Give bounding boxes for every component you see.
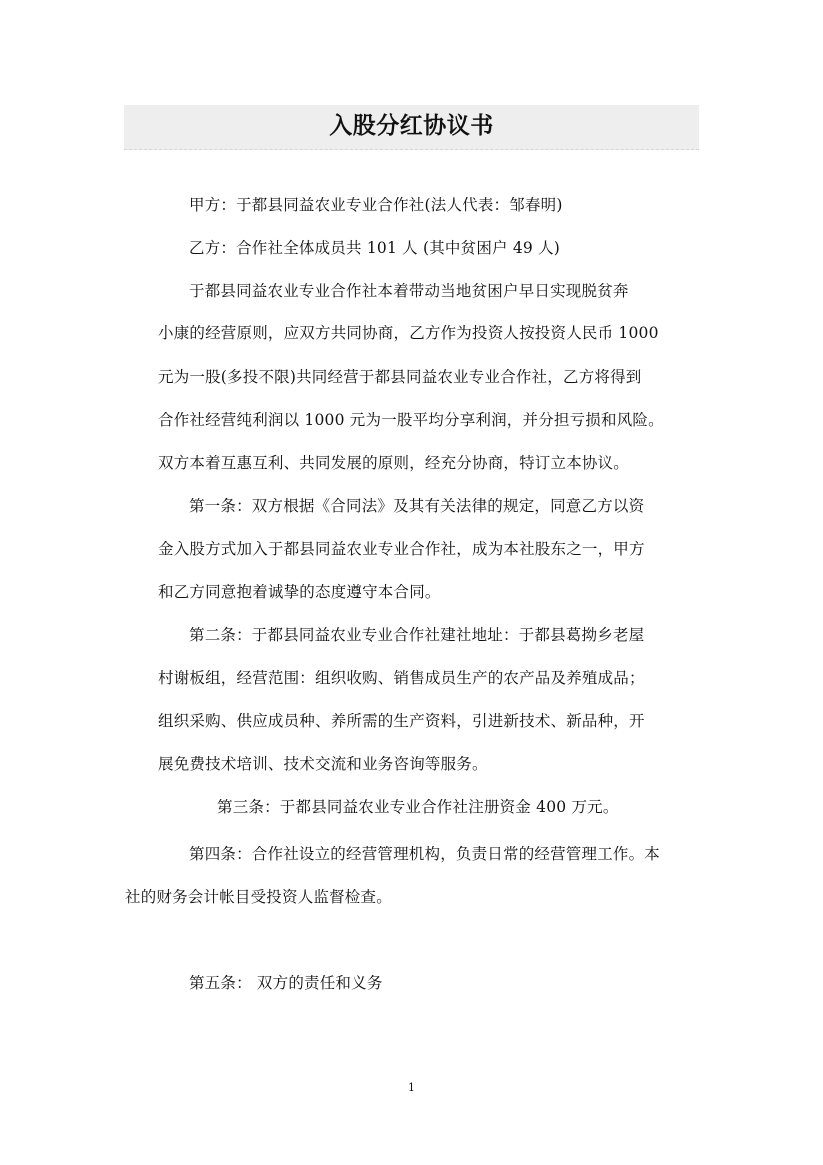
article-1-line: 和乙方同意抱着诚挚的态度遵守本合同。 bbox=[158, 583, 441, 601]
page-number: 1 bbox=[408, 1081, 415, 1094]
preamble-line: 于都县同益农业专业合作社本着带动当地贫困户早日实现脱贫奔 bbox=[189, 282, 629, 300]
article-2-line: 展免费技术培训、技术交流和业务咨询等服务。 bbox=[158, 755, 488, 773]
article-4-line: 社的财务会计帐目受投资人监督检查。 bbox=[125, 888, 392, 906]
party-b-line: 乙方：合作社全体成员共 101 人 (其中贫困户 49 人) bbox=[189, 239, 561, 257]
party-a-line: 甲方：于都县同益农业专业合作社(法人代表：邹春明) bbox=[189, 196, 563, 214]
preamble-line: 合作社经营纯利润以 1000 元为一股平均分享利润，并分担亏损和风险。 bbox=[158, 411, 664, 429]
article-5-heading: 第五条： 双方的责任和义务 bbox=[189, 974, 383, 992]
article-1-line: 金入股方式加入于都县同益农业专业合作社，成为本社股东之一，甲方 bbox=[158, 540, 645, 558]
article-4-line: 第四条：合作社设立的经营管理机构，负责日常的经营管理工作。本 bbox=[189, 845, 661, 863]
article-1-line: 第一条：双方根据《合同法》及其有关法律的规定，同意乙方以资 bbox=[189, 497, 645, 515]
document-title: 入股分红协议书 bbox=[329, 113, 494, 139]
article-2-line: 第二条：于都县同益农业专业合作社建社地址：于都县葛拗乡老屋 bbox=[189, 626, 645, 644]
preamble-line: 小康的经营原则，应双方共同协商，乙方作为投资人按投资人民币 1000 bbox=[158, 324, 659, 342]
article-2-line: 村谢板组，经营范围：组织收购、销售成员生产的农产品及养殖成品； bbox=[158, 669, 645, 687]
preamble-line: 元为一股(多投不限)共同经营于都县同益农业专业合作社，乙方将得到 bbox=[158, 368, 642, 386]
article-2-line: 组织采购、供应成员种、养所需的生产资料，引进新技术、新品种，开 bbox=[158, 712, 645, 730]
preamble-line: 双方本着互惠互利、共同发展的原则，经充分协商，特订立本协议。 bbox=[158, 454, 630, 472]
article-3-line: 第三条：于都县同益农业专业合作社注册资金 400 万元。 bbox=[217, 798, 619, 816]
